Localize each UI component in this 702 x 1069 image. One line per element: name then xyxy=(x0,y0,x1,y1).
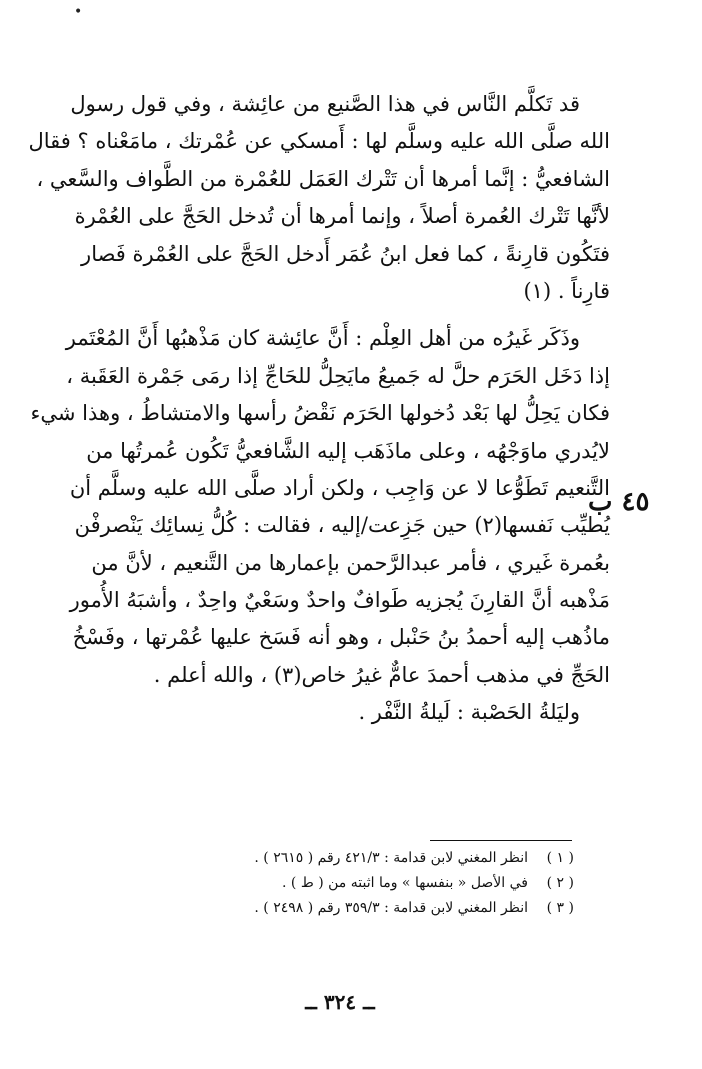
body-text xyxy=(28,86,610,732)
top-mark: • xyxy=(74,4,83,20)
footnote-number: ( ٢ ) xyxy=(546,875,574,891)
text-line: التَّنعيم تَطَوُّعا لا عن وَاجِب ، ولكن أراد صلَّى الله عليه وسلَّم أن xyxy=(69,475,610,500)
text-line: الله صلَّى الله عليه وسلَّم لها : أَمسكي عن عُمْرتك ، مامَعْناه ؟ فقال xyxy=(28,129,610,154)
text-line: وليَلةُ الحَصْبة : لَيلةُ النَّفْر . xyxy=(358,700,580,725)
text-line: ماذُهب إليه أحمدُ بنُ حَنْبل ، وهو أنه فَسَخ عليها عُمْرتها ، وفَسْخُ xyxy=(72,625,610,650)
footnote-divider xyxy=(430,840,572,841)
footnote-number: ( ١ ) xyxy=(546,850,574,866)
margin-folio-note: ٤٥ ب xyxy=(588,487,650,517)
text-line: وذَكَر غَيرُه من أهل العِلْم : أَنَّ عائِشة كان مَذْهبُها أَنَّ المُعْتَمر xyxy=(65,326,580,351)
footnote-number: ( ٣ ) xyxy=(546,900,574,916)
footnote xyxy=(170,896,574,921)
text-line: فكان يَحِلُّ لها بَعْد دُخولها الحَرَم نَقْضُ رأسها والامتشاطُ ، وهذا شيء xyxy=(30,401,610,426)
footnote xyxy=(170,871,574,896)
footnotes xyxy=(170,846,574,921)
text-line: فتَكُون قارِنةً ، كما فعل ابنُ عُمَر أَدخل الحَجَّ على العُمْرة فَصار xyxy=(81,241,610,266)
footnote-text: انظر المغني لابن قدامة : ٣٥٩/٣ رقم ( ٢٤٩٨ ) . xyxy=(254,900,528,916)
text-line: إذا دَخَل الحَرَم حلَّ له جَميعُ مايَحِلُّ للحَاجِّ إذا رمَى جَمْرة العَقَبة ، xyxy=(66,363,610,388)
paragraph-2 xyxy=(30,320,610,731)
text-line: قارِناً . (١) xyxy=(523,278,610,303)
page-number: ــ ٣٢٤ ــ xyxy=(305,990,375,1014)
footnote-text: انظر المغني لابن قدامة : ٤٢١/٣ رقم ( ٢٦١٥ ) . xyxy=(254,850,528,866)
text-line: بعُمرة غَيري ، فأمر عبدالرَّحمن بإعمارها من التَّنعيم ، لأنَّ من xyxy=(91,550,610,575)
text-line: يُطيِّب نَفسها(٢) حين جَزِعت/إليه ، فقالت : كُلُّ نِسائِك يَنْصرفْن xyxy=(74,513,610,538)
text-line: الشافعيُّ : إنَّما أمرها أن تَتْرك العَمَل للعُمْرة من الطَّواف والسَّعي ، xyxy=(36,166,610,191)
text-line: قد تَكلَّم النَّاس في هذا الصَّنيع من عائِشة ، وفي قول رسول xyxy=(70,92,580,116)
footnote xyxy=(170,846,574,871)
footnote-text: في الأصل « بنفسها » وما اثبته من ( ط ) . xyxy=(282,875,528,891)
text-line: مَذْهبه أنَّ القارِنَ يُجزيه طَوافٌ واحدٌ وسَعْيٌ واحِدٌ ، وأشبَهُ الأُمور xyxy=(69,588,610,613)
text-line: الحَجِّ في مذهب أحمدَ عامٌّ غيرُ خاص(٣) ، والله أعلم . xyxy=(153,662,610,687)
text-line: لأنَّها تَتْرك العُمرة أصلاً ، وإنما أمرها أن تُدخل الحَجَّ على العُمْرة xyxy=(74,204,610,229)
text-line: لايُدري ماوَجْهُه ، وعلى ماذَهَب إليه الشَّافعيُّ تَكُون عُمرتُها من xyxy=(86,438,610,463)
paragraph-1 xyxy=(28,86,610,310)
